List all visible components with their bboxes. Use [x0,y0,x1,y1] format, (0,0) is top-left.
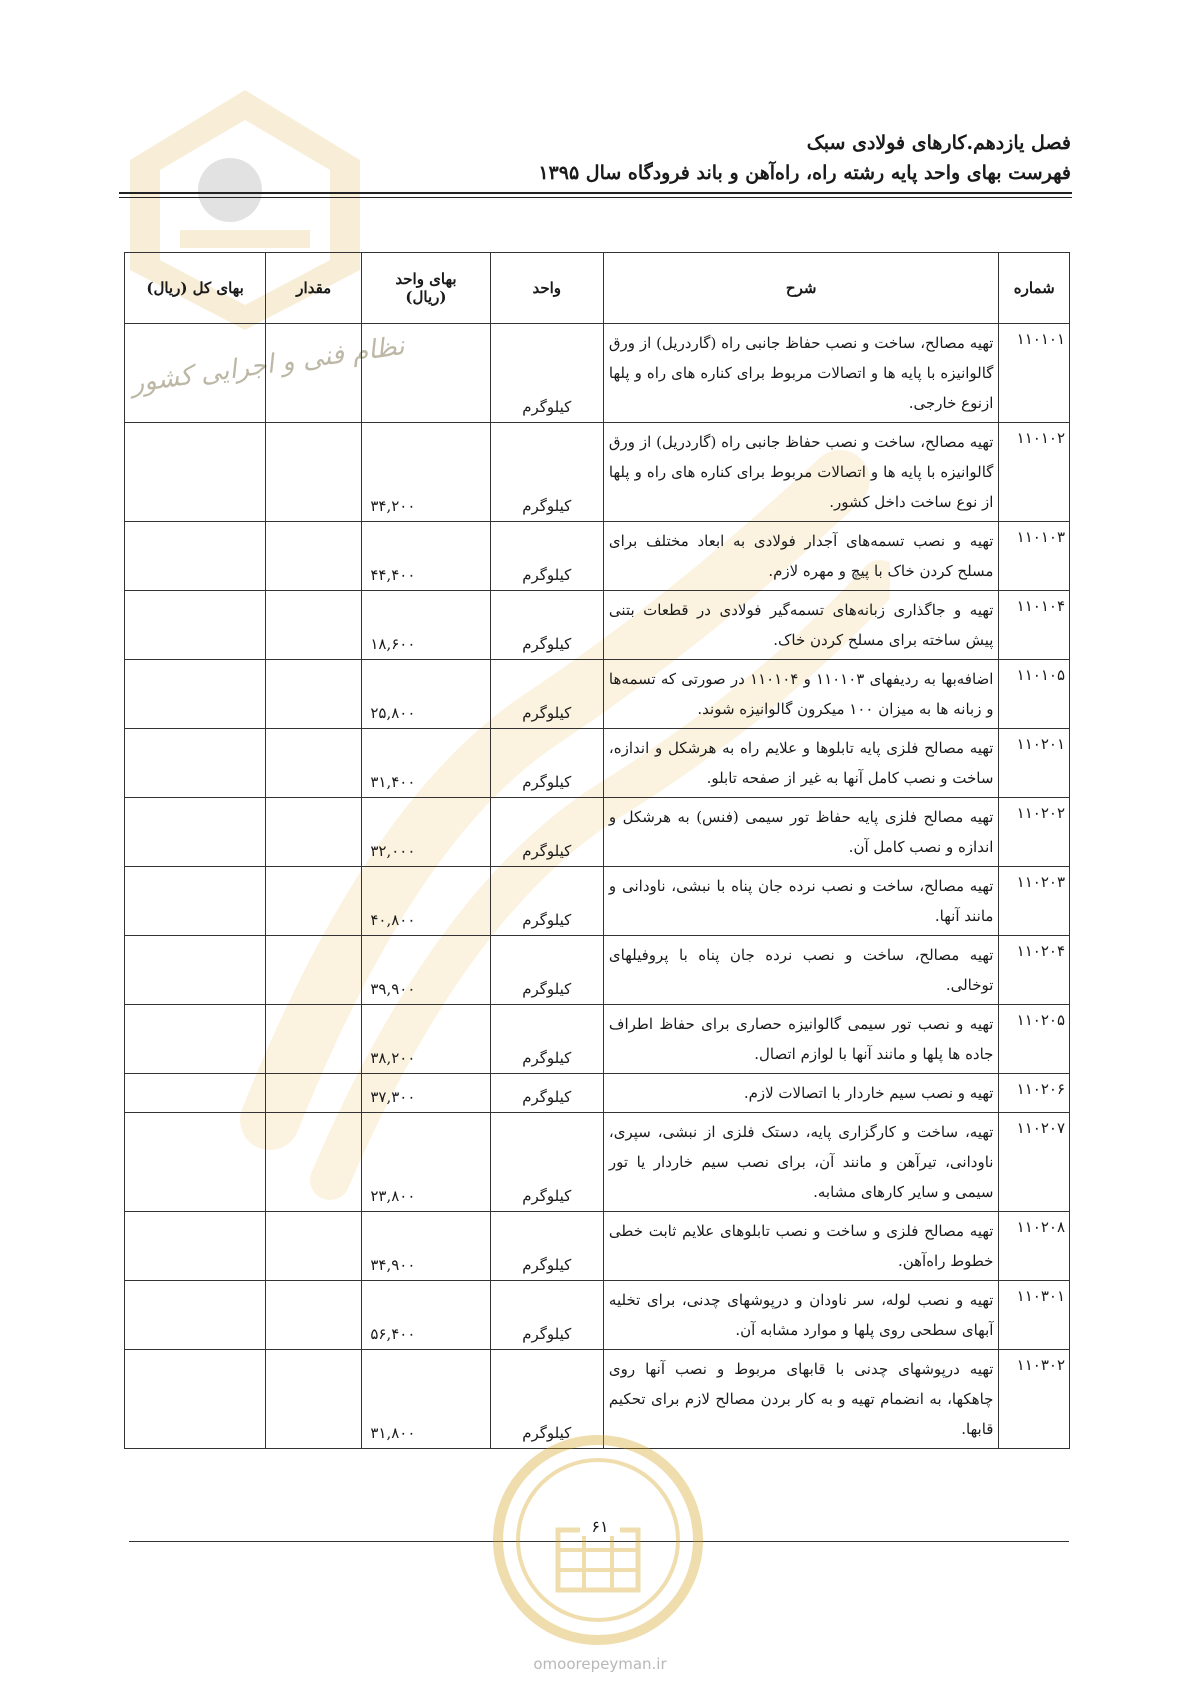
row-description: تهیه درپوشهای چدنی با قابهای مربوط و نصب آنها روی چاهکها، به انضمام تهیه و به کار بردن مصالح لازم برای تحکیم قابها. [603,1350,999,1449]
row-total [125,591,266,660]
row-quantity [266,1350,362,1449]
header-rule [119,192,1072,194]
row-number: ۱۱۰۱۰۵ [999,660,1070,729]
row-quantity [266,591,362,660]
row-description: تهیه مصالح، ساخت و نصب نرده جان پناه با نبشی، ناودانی و مانند آنها. [603,867,999,936]
table-row [125,660,1070,729]
row-quantity [266,867,362,936]
row-unit: کیلوگرم [490,867,603,936]
column-header-total: بهای کل (ریال) [125,253,266,324]
column-header-quantity: مقدار [266,253,362,324]
row-total [125,1281,266,1350]
row-quantity [266,324,362,423]
row-description: تهیه و نصب لوله، سر ناودان و درپوشهای چدنی، برای تخلیه آبهای سطحی روی پلها و موارد مشابه آن. [603,1281,999,1350]
row-total [125,936,266,1005]
site-watermark: omoorepeyman.ir [533,1655,667,1673]
row-unit-price: ۳۴,۹۰۰ [362,1212,490,1281]
row-total [125,867,266,936]
row-number: ۱۱۰۲۰۷ [999,1113,1070,1212]
row-unit: کیلوگرم [490,1074,603,1113]
row-unit-price: ۳۲,۰۰۰ [362,798,490,867]
table-row [125,867,1070,936]
row-number: ۱۱۰۲۰۶ [999,1074,1070,1113]
row-unit: کیلوگرم [490,522,603,591]
row-quantity [266,798,362,867]
row-unit-price: ۳۷,۳۰۰ [362,1074,490,1113]
row-description: تهیه و نصب سیم خاردار با اتصالات لازم. [603,1074,999,1113]
table-row [125,1074,1070,1113]
row-total [125,798,266,867]
table-row [125,936,1070,1005]
page-number: ۶۱ [580,1517,620,1536]
row-unit: کیلوگرم [490,798,603,867]
row-total [125,1350,266,1449]
row-quantity [266,1005,362,1074]
row-quantity [266,1113,362,1212]
row-quantity [266,936,362,1005]
row-total [125,1113,266,1212]
row-unit-price: ۱۸,۶۰۰ [362,591,490,660]
row-description: تهیه مصالح فلزی پایه حفاظ تور سیمی (فنس) به هرشکل و اندازه و نصب کامل آن. [603,798,999,867]
row-total [125,324,266,423]
row-unit-price [362,324,490,423]
row-description: تهیه و جاگذاری زبانه‌های تسمه‌گیر فولادی در قطعات بتنی پیش ساخته برای مسلح کردن خاک. [603,591,999,660]
price-table [124,252,1070,1449]
row-unit-price: ۳۸,۲۰۰ [362,1005,490,1074]
unit-price-currency: (ریال) [405,288,447,306]
row-description: اضافه‌بها به ردیفهای ۱۱۰۱۰۳ و ۱۱۰۱۰۴ در صورتی که تسمه‌ها و زبانه ها به میزان ۱۰۰ میکرون گالوانیزه شوند. [603,660,999,729]
table-header-row [125,253,1070,324]
row-unit-price: ۳۴,۲۰۰ [362,423,490,522]
column-header-unit-price [362,253,490,324]
row-number: ۱۱۰۲۰۸ [999,1212,1070,1281]
row-total [125,1212,266,1281]
row-number: ۱۱۰۲۰۱ [999,729,1070,798]
page-header [119,128,1071,188]
row-total [125,423,266,522]
row-unit-price: ۵۶,۴۰۰ [362,1281,490,1350]
row-unit: کیلوگرم [490,591,603,660]
table-row [125,729,1070,798]
row-description: تهیه و نصب تسمه‌های آجدار فولادی به ابعاد مختلف برای مسلح کردن خاک با پیچ و مهره لازم. [603,522,999,591]
row-quantity [266,729,362,798]
row-total [125,1005,266,1074]
row-number: ۱۱۰۲۰۵ [999,1005,1070,1074]
row-unit: کیلوگرم [490,1281,603,1350]
chapter-title: فصل یازدهم.کارهای فولادی سبک [806,132,1071,154]
table-row [125,1113,1070,1212]
row-number: ۱۱۰۳۰۲ [999,1350,1070,1449]
watermark-text: نظام فنی و اجرایی کشور [129,330,407,400]
row-total [125,729,266,798]
seal-watermark-icon [488,1430,708,1650]
table-row [125,1005,1070,1074]
row-description: تهیه و نصب تور سیمی گالوانیزه حصاری برای حفاظ اطراف جاده ها پلها و مانند آنها با لوازم اتصال. [603,1005,999,1074]
row-quantity [266,1212,362,1281]
row-unit-price: ۳۹,۹۰۰ [362,936,490,1005]
row-quantity [266,423,362,522]
row-unit-price: ۲۵,۸۰۰ [362,660,490,729]
row-description: تهیه مصالح، ساخت و نصب حفاظ جانبی راه (گاردریل) از ورق گالوانیزه با پایه ها و اتصالات مربوط برای کناره های راه و پلها از نوع ساخت داخل کشور. [603,423,999,522]
column-header-description: شرح [603,253,999,324]
column-header-unit: واحد [490,253,603,324]
row-quantity [266,522,362,591]
row-number: ۱۱۰۳۰۱ [999,1281,1070,1350]
row-number: ۱۱۰۱۰۱ [999,324,1070,423]
row-quantity [266,1281,362,1350]
row-description: تهیه مصالح فلزی پایه تابلوها و علایم راه به هرشکل و اندازه، ساخت و نصب کامل آنها به غیر از صفحه تابلو. [603,729,999,798]
row-description: تهیه مصالح، ساخت و نصب حفاظ جانبی راه (گاردریل) از ورق گالوانیزه با پایه ها و اتصالات مربوط برای کناره های راه و پلها ازنوع خارجی. [603,324,999,423]
header-rule-thin [119,197,1072,198]
row-unit-price: ۴۰,۸۰۰ [362,867,490,936]
row-number: ۱۱۰۱۰۳ [999,522,1070,591]
row-unit: کیلوگرم [490,729,603,798]
row-number: ۱۱۰۱۰۴ [999,591,1070,660]
document-subtitle: فهرست بهای واحد پایه رشته راه، راه‌آهن و باند فرودگاه سال ۱۳۹۵ [538,162,1071,184]
row-description: تهیه، ساخت و کارگزاری پایه، دستک فلزی از نبشی، سپری، ناودانی، تیرآهن و مانند آن، برای نصب سیم خاردار یا تور سیمی و سایر کارهای مشابه. [603,1113,999,1212]
row-description: تهیه مصالح فلزی و ساخت و نصب تابلوهای علایم ثابت خطی خطوط راه‌آهن. [603,1212,999,1281]
row-unit: کیلوگرم [490,423,603,522]
table-row [125,324,1070,423]
row-total [125,1074,266,1113]
unit-price-label: بهای واحد [395,270,457,288]
row-unit: کیلوگرم [490,1212,603,1281]
table-row [125,1281,1070,1350]
row-unit: کیلوگرم [490,660,603,729]
row-unit: کیلوگرم [490,324,603,423]
table-row [125,1212,1070,1281]
row-total [125,522,266,591]
row-unit-price: ۳۱,۸۰۰ [362,1350,490,1449]
row-number: ۱۱۰۲۰۴ [999,936,1070,1005]
row-unit: کیلوگرم [490,936,603,1005]
row-unit-price: ۴۴,۴۰۰ [362,522,490,591]
table-row [125,522,1070,591]
row-unit: کیلوگرم [490,1350,603,1449]
table-row [125,423,1070,522]
row-quantity [266,660,362,729]
row-number: ۱۱۰۲۰۲ [999,798,1070,867]
row-unit-price: ۲۳,۸۰۰ [362,1113,490,1212]
row-unit-price: ۳۱,۴۰۰ [362,729,490,798]
row-number: ۱۱۰۲۰۳ [999,867,1070,936]
row-unit: کیلوگرم [490,1113,603,1212]
row-description: تهیه مصالح، ساخت و نصب نرده جان پناه با پروفیلهای توخالی. [603,936,999,1005]
row-number: ۱۱۰۱۰۲ [999,423,1070,522]
table-row [125,591,1070,660]
column-header-number: شماره [999,253,1070,324]
table-row [125,798,1070,867]
row-quantity [266,1074,362,1113]
row-total [125,660,266,729]
row-unit: کیلوگرم [490,1005,603,1074]
